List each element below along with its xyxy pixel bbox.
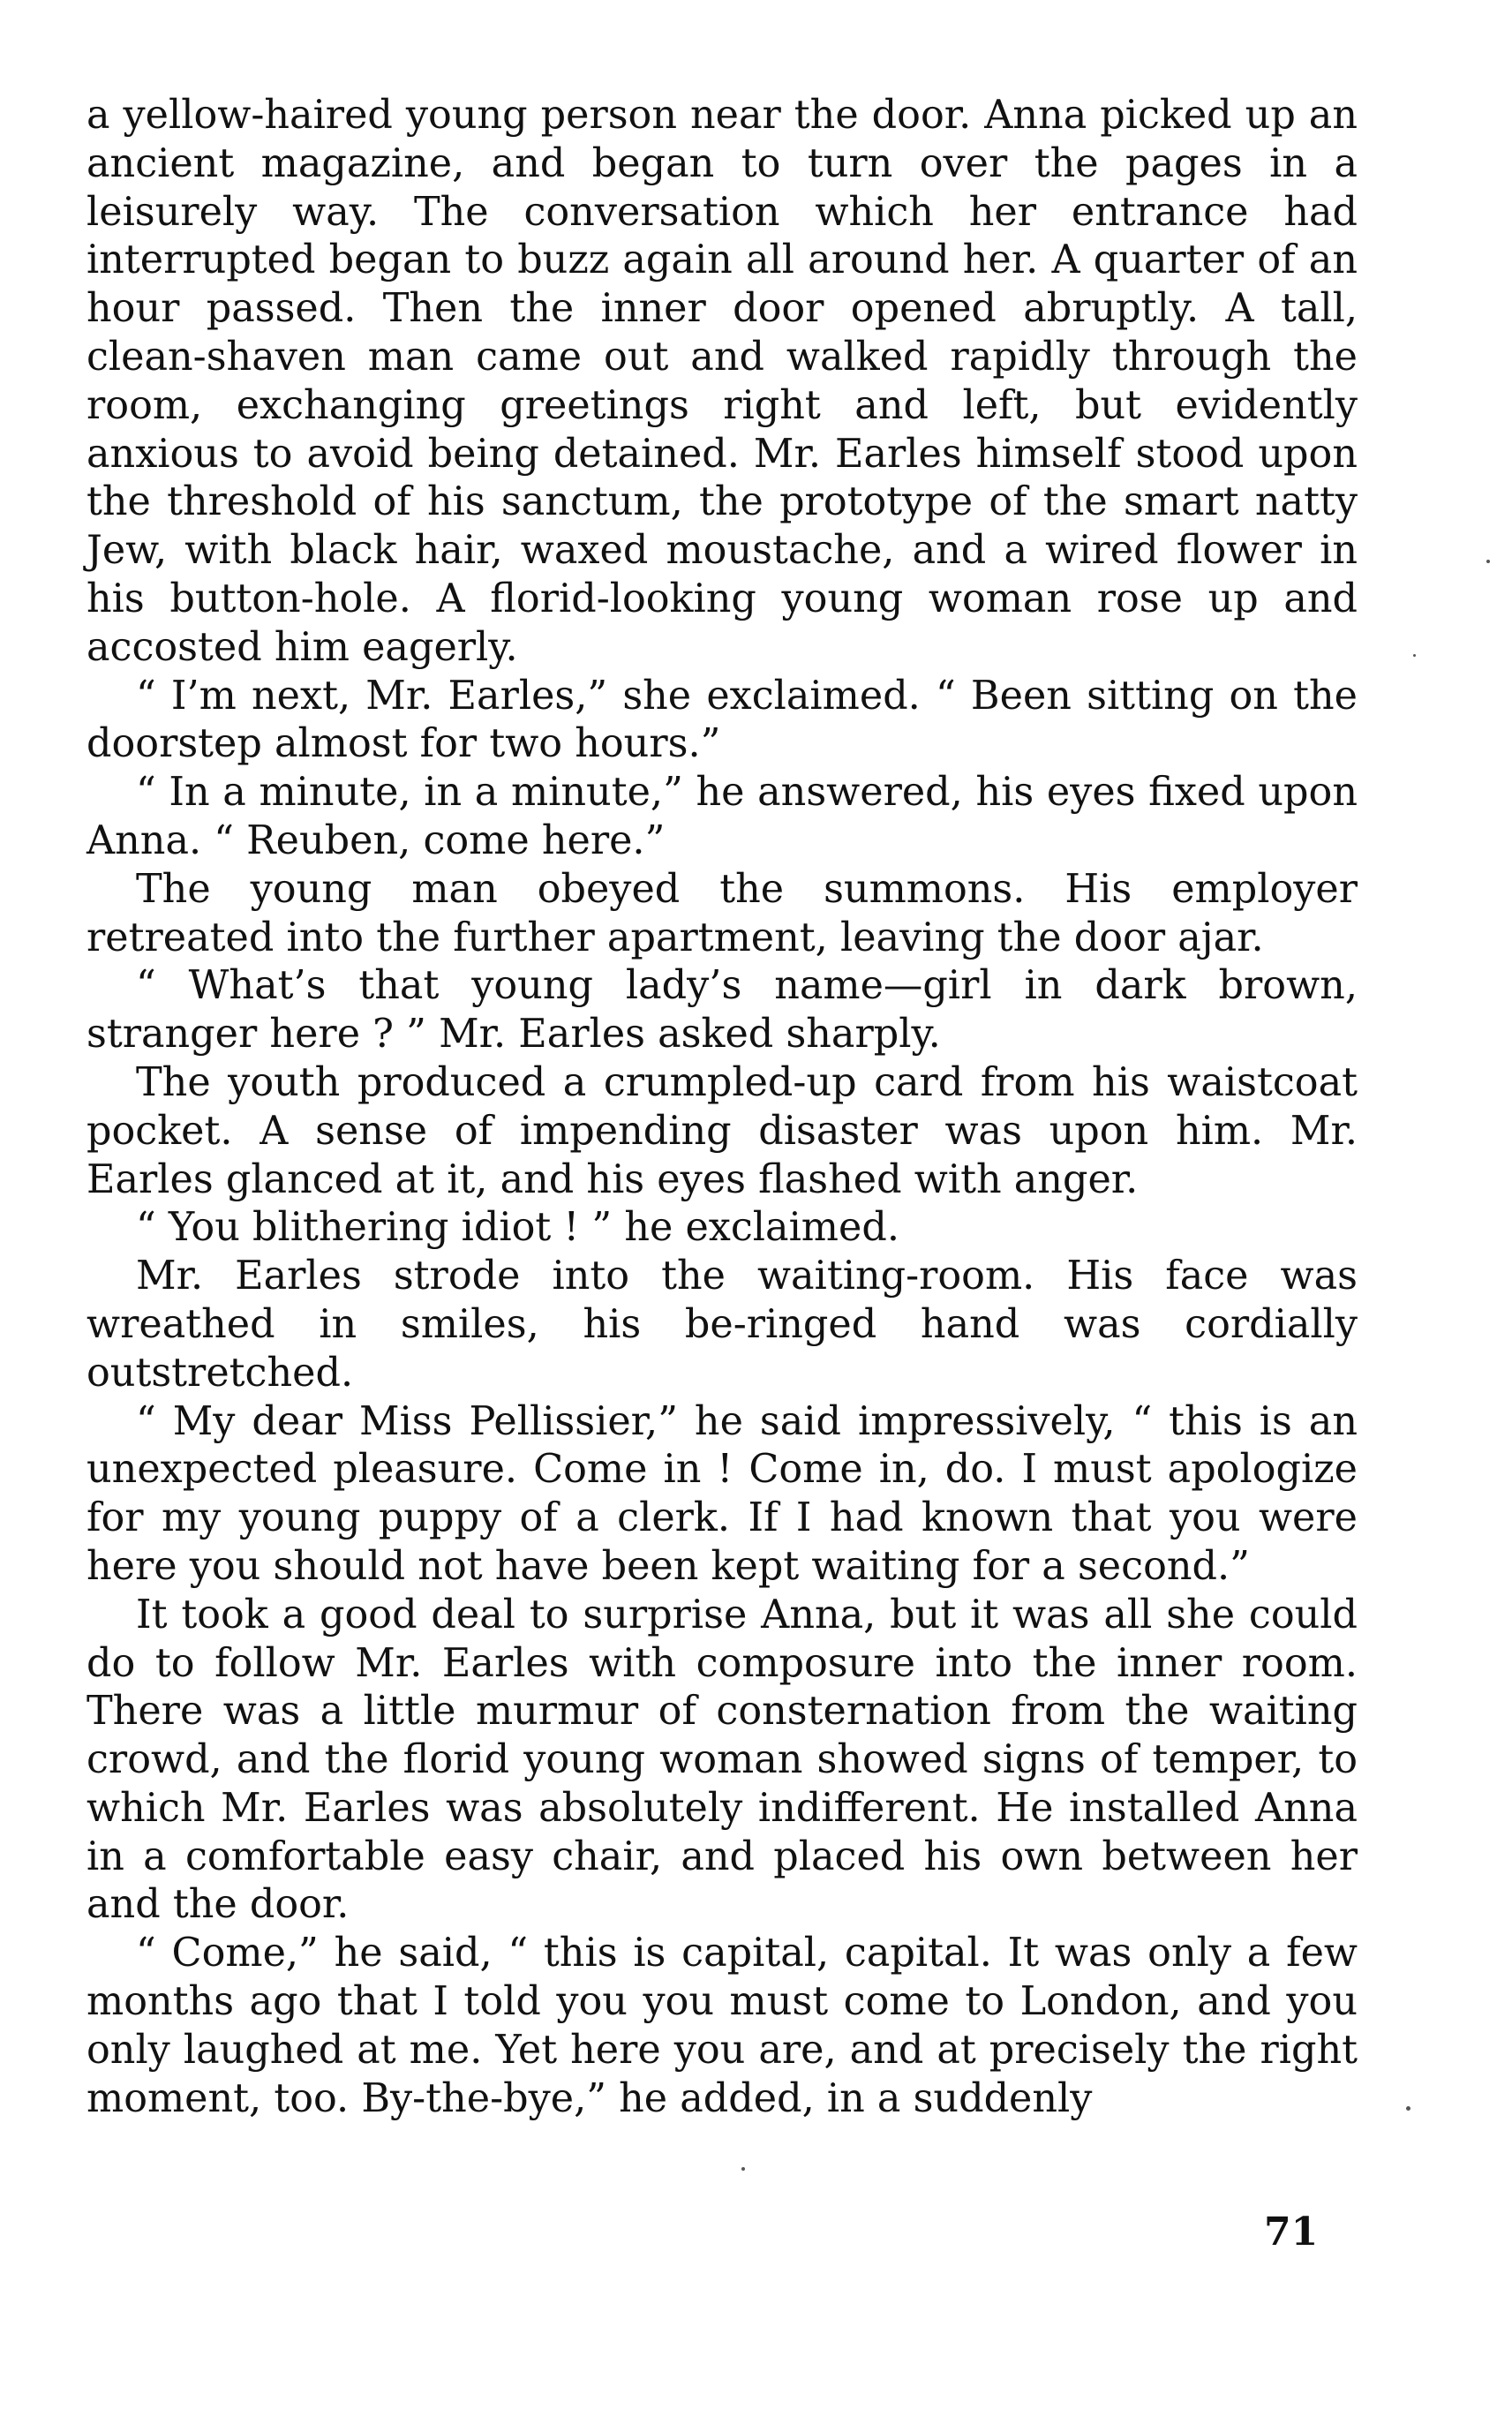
paragraph: “ My dear Miss Pellissier,” he said impressively, “ this is an unexpected pleasure. Come in ! Come in, do. I must apologize for my young puppy of a clerk. If I had known that you were here you should not have been kept waiting for a second.” (87, 1398, 1358, 1589)
print-speck (1406, 2106, 1410, 2111)
print-speck (1413, 654, 1416, 657)
body-text (87, 92, 1358, 2123)
paragraph: “ What’s that young lady’s name—girl in dark brown, stranger here ? ” Mr. Earles asked sharply. (87, 963, 1358, 1058)
paragraph: “ Come,” he said, “ this is capital, capital. It was only a few months ago that I told you you must come to London, and you only laughed at me. Yet here you are, and at precisely the right moment, too. By-the-bye,” he added, in a suddenly (87, 1931, 1358, 2121)
paragraph: The youth produced a crumpled-up card from his waistcoat pocket. A sense of impending disaster was upon him. Mr. Earles glanced at it, and his eyes flashed with anger. (87, 1059, 1358, 1202)
print-speck (741, 2167, 745, 2171)
print-speck (1486, 560, 1490, 563)
paragraph: Mr. Earles strode into the waiting-room. His face was wreathed in smiles, his be-ringed hand was cordially outstretched. (87, 1253, 1358, 1396)
paragraph: “ I’m next, Mr. Earles,” she exclaimed. “ Been sitting on the doorstep almost for two hours.” (87, 673, 1358, 767)
paragraph: “ In a minute, in a minute,” he answered, his eyes fixed upon Anna. “ Reuben, come here.” (87, 770, 1358, 863)
page-number: 71 (1264, 2210, 1319, 2255)
paragraph: The young man obeyed the summons. His employer retreated into the further apartment, leaving the door ajar. (87, 866, 1358, 960)
paragraph-continued: a yellow-haired young person near the door. Anna picked up an ancient magazine, and began to turn over the pages in a leisurely way. The conversation which her entrance had interrupted began to buzz again all around her. A quarter of an hour passed. Then the inner door opened abruptly. A tall, clean-shaven man came out and walked rapidly through the room, exchanging greetings right and left, but evidently anxious to avoid being detained. Mr. Earles himself stood upon the threshold of his sanctum, the prototype of the smart natty Jew, with black hair, waxed moustache, and a wired flower in his button-hole. A florid-looking young woman rose up and accosted him eagerly. (87, 93, 1358, 670)
paragraph: “ You blithering idiot ! ” he exclaimed. (136, 1205, 899, 1251)
paragraph: It took a good deal to surprise Anna, but it was all she could do to follow Mr. Earles with composure into the inner room. There was a little murmur of consternation from the waiting crowd, and the florid young woman showed signs of temper, to which Mr. Earles was absolutely indifferent. He installed Anna in a comfortable easy chair, and placed his own between her and the door. (87, 1592, 1358, 1928)
